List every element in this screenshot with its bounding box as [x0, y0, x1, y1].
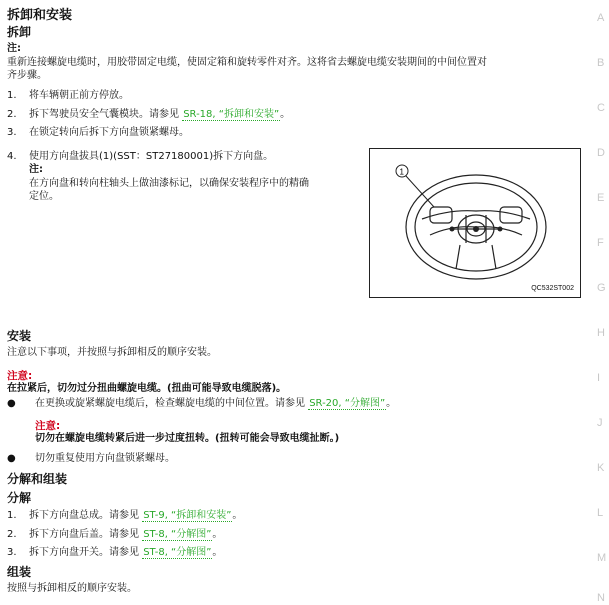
- section-title: 拆卸和安装: [7, 8, 73, 23]
- link-st-8-b[interactable]: ST-8, “分解图”: [143, 547, 212, 558]
- steering-wheel-illustration: [370, 149, 580, 297]
- installation-bullet-2: ● 切勿重复使用方向盘锁紧螺母。: [7, 453, 175, 464]
- side-index-e: E: [597, 192, 605, 204]
- side-index-b: B: [597, 57, 605, 69]
- assembly-text: 按照与拆卸相反的顺序安装。: [7, 583, 137, 594]
- removal-step-2: 2. 拆下驾驶员安全气囊模块。请参见 SR-18, “拆卸和安装”。: [7, 109, 291, 120]
- removal-step-1: [7, 89, 129, 102]
- step-text: 在锁定转向后拆下方向盘锁紧螺母。: [29, 127, 189, 138]
- step-text: 使用方向盘拔具(1)(SST：ST27180001)拆下方向盘。: [29, 151, 274, 162]
- side-index-n: N: [597, 592, 605, 604]
- step-number: 2.: [7, 109, 17, 120]
- side-index-i: I: [597, 372, 601, 384]
- figure-caption: QC532ST002: [531, 285, 574, 292]
- side-index-a: A: [597, 12, 605, 24]
- side-index-d: D: [597, 147, 605, 159]
- disassembly-step-2: 2. 拆下方向盘后盖。请参见 ST-8, “分解图”。: [7, 529, 223, 540]
- installation-bullet-1: ● 在更换或旋紧螺旋电缆后，检查螺旋电缆的中间位置。请参见 SR-20, “分解图”。: [7, 398, 397, 409]
- disassembly-section-title: 分解和组装: [7, 472, 68, 486]
- side-index-j: J: [597, 417, 603, 429]
- disassembly-step-3: 3. 拆下方向盘开关。请参见 ST-8, “分解图”。: [7, 547, 223, 558]
- link-st-8-a[interactable]: ST-8, “分解图”: [143, 529, 212, 540]
- link-st-9[interactable]: ST-9, “拆卸和安装”: [143, 510, 232, 521]
- step4-note-line1: 在方向盘和转向柱轴头上做油漆标记，以确保安装程序中的精确: [29, 178, 309, 189]
- step-number: 3.: [7, 127, 17, 138]
- side-index-k: K: [597, 462, 605, 474]
- side-index-l: L: [597, 507, 604, 519]
- side-index-h: H: [597, 327, 605, 339]
- removal-note-line2: 齐步骤。: [7, 70, 47, 81]
- step-number: 4.: [7, 151, 17, 162]
- removal-note-line1: 重新连接螺旋电缆时，用胶带固定电缆，使固定箱和旋转零件对齐。这将省去螺旋电缆安装期间的中间位置对: [7, 57, 487, 68]
- caution-label: 注意:: [7, 370, 33, 382]
- removal-step-4: [7, 150, 273, 163]
- caution-text: 在拉紧后，切勿过分扭曲螺旋电缆。(扭曲可能导致电缆脱落)。: [7, 383, 287, 394]
- installation-title: 安装: [7, 329, 32, 343]
- assembly-title: 组装: [7, 565, 32, 579]
- installation-intro: 注意以下事项，并按照与拆卸相反的顺序安装。: [7, 347, 217, 358]
- bullet-icon: ●: [7, 398, 16, 409]
- step4-note-label: 注:: [29, 164, 43, 175]
- removal-title: 拆卸: [7, 25, 32, 39]
- link-sr-18[interactable]: SR-18, “拆卸和安装”: [183, 109, 280, 120]
- disassembly-step-1: 1. 拆下方向盘总成。请参见 ST-9, “拆卸和安装”。: [7, 510, 243, 521]
- step4-note-line2: 定位。: [29, 191, 59, 202]
- step-number: 1.: [7, 90, 17, 101]
- caution-2-label: 注意:: [35, 420, 61, 432]
- step-text: 将车辆朝正前方停放。: [29, 90, 129, 101]
- removal-step-3: [7, 126, 189, 139]
- step-text: 拆下驾驶员安全气囊模块。请参见: [29, 109, 179, 120]
- figure-callout: 1: [399, 167, 404, 177]
- removal-note-label: 注:: [7, 43, 21, 54]
- steering-wheel-figure: [369, 148, 581, 298]
- link-sr-20[interactable]: SR-20, “分解图”: [309, 398, 386, 409]
- caution-2-text: 切勿在螺旋电缆转紧后进一步过度扭转。(扭转可能会导致电缆扯断。): [35, 433, 340, 444]
- bullet-icon: ●: [7, 453, 16, 464]
- side-index-c: C: [597, 102, 605, 114]
- side-index-m: M: [597, 552, 607, 564]
- side-index-f: F: [597, 237, 604, 249]
- disassembly-title: 分解: [7, 491, 32, 505]
- side-index-g: G: [597, 282, 606, 294]
